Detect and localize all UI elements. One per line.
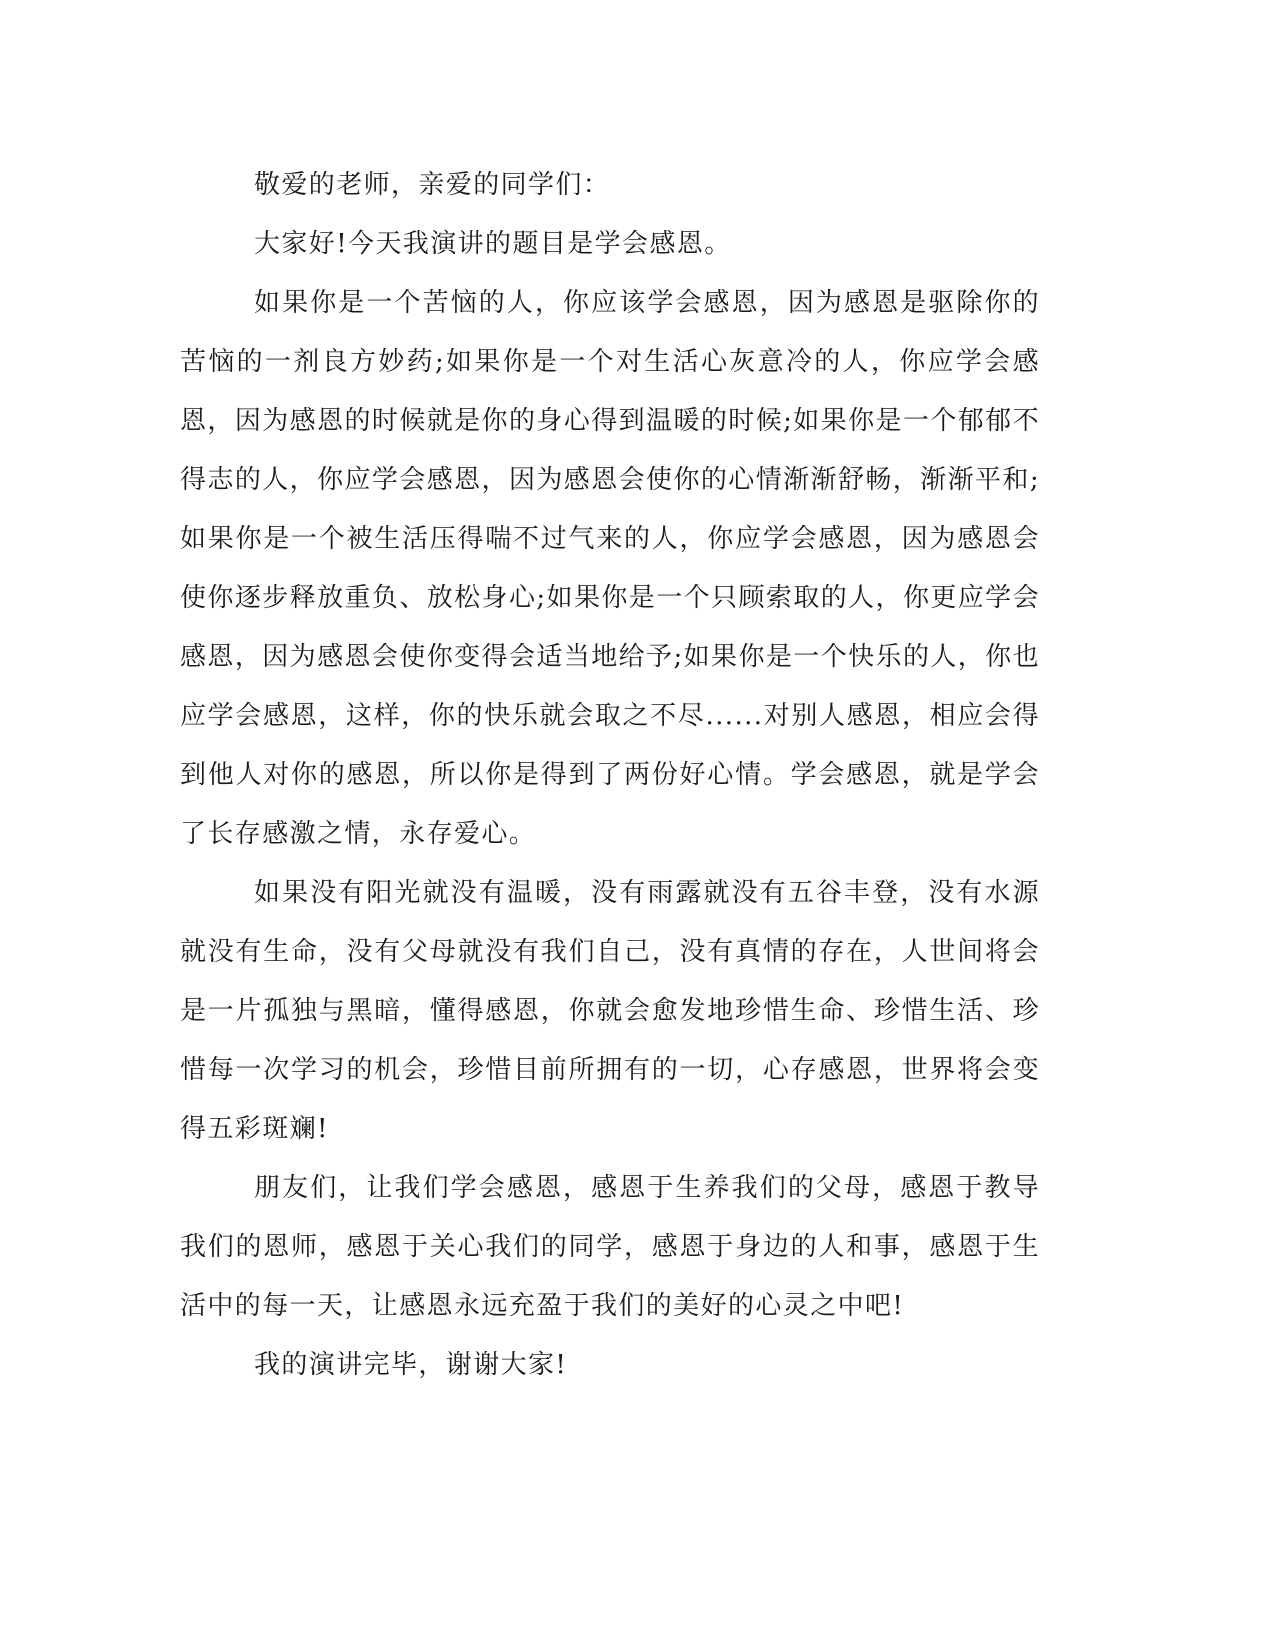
body-paragraph-3: 朋友们，让我们学会感恩，感恩于生养我们的父母，感恩于教导我们的恩师，感恩于关心我们的同学，感恩于身边的人和事，感恩于生活中的每一天，让感恩永远充盈于我们的美好的心灵之中吧! <box>180 1173 1040 1321</box>
salutation: 敬爱的老师，亲爱的同学们： <box>254 170 611 200</box>
body-paragraph-1: 如果你是一个苦恼的人，你应该学会感恩，因为感恩是驱除你的苦恼的一剂良方妙药;如果你是一个对生活心灰意冷的人，你应学会感恩，因为感恩的时候就是你的身心得到温暖的时候;如果你是一个郁郁不得志的人，你应学会感恩，因为感恩会使你的心情渐渐舒畅，渐渐平和;如果你是一个被生活压得喘不过气来的人，你应学会感恩，因为感恩会使你逐步释放重负、放松身心;如果你是一个只顾索取的人，你更应学会感恩，因为感恩会使你变得会适当地给予;如果你是一个快乐的人，你也应学会感恩，这样，你的快乐就会取之不尽......对别人感恩，相应会得到他人对你的感恩，所以你是得到了两份好心情。学会感恩，就是学会了长存感激之情，永存爱心。 <box>180 288 1040 849</box>
greeting-paragraph: 大家好!今天我演讲的题目是学会感恩。 <box>254 229 732 259</box>
speech-body <box>180 156 1040 1395</box>
body-paragraph-2: 如果没有阳光就没有温暖，没有雨露就没有五谷丰登，没有水源就没有生命，没有父母就没有我们自己，没有真情的存在，人世间将会是一片孤独与黑暗，懂得感恩，你就会愈发地珍惜生命、珍惜生活、珍惜每一次学习的机会，珍惜目前所拥有的一切，心存感恩，世界将会变得五彩斑斓! <box>180 878 1040 1144</box>
closing-paragraph: 我的演讲完毕，谢谢大家! <box>254 1350 568 1380</box>
